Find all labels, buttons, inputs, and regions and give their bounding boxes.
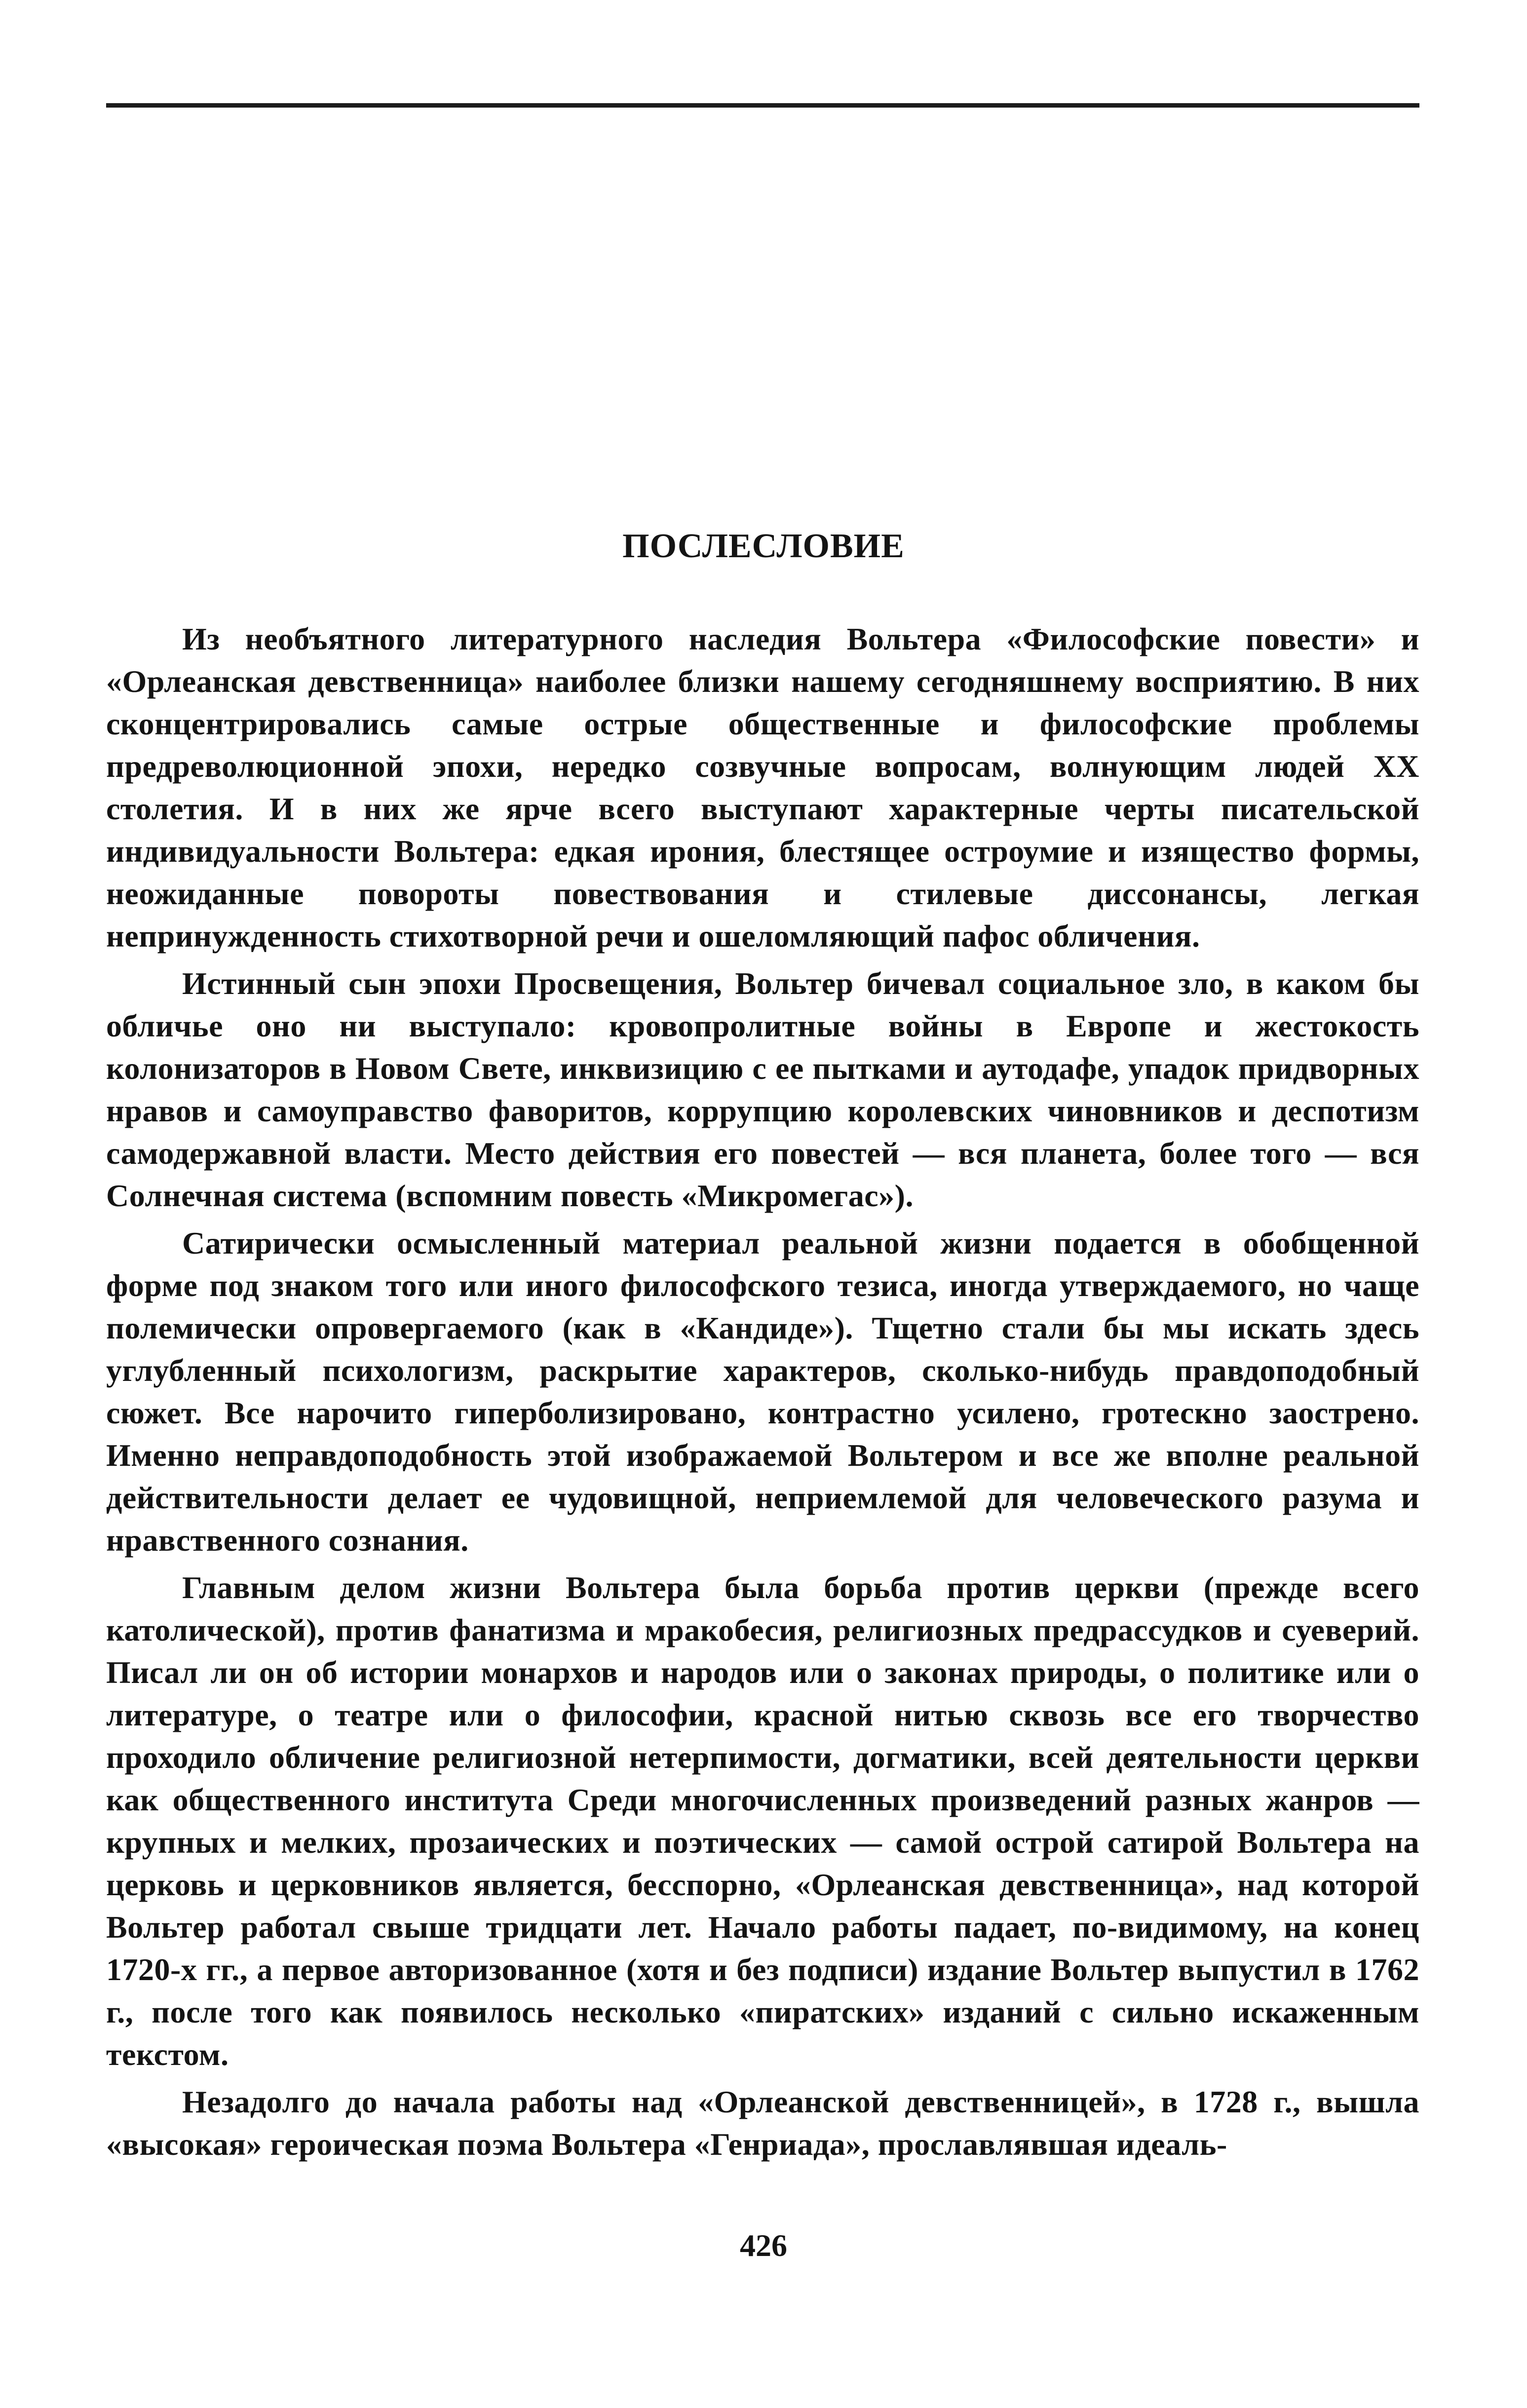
body-text [106,618,1419,2171]
paragraph-3: Сатирически осмысленный материал реальной жизни подается в обобщенной форме под знаком того или иного философского тезиса, иногда утверждаемого, но чаще полемически опровергаемого (как в «Кандиде»). Тщетно стали бы мы искать здесь углубленный психологизм, раскрытие характеров, сколько-нибудь правдоподобный сюжет. Все нарочито гиперболизировано, контрастно усилено, гротескно заострено. Именно неправдоподобность этой изображаемой Вольтером и все же вполне реальной действительности делает ее чудовищной, неприемлемой для человеческого разума и нравственного сознания. [106,1225,1419,1558]
paragraph-1: Из необъятного литературного наследия Вольтера «Философские повести» и «Орлеанская девственница» наиболее близки нашему сегодняшнему восприятию. В них сконцентрировались самые острые общественные и философские проблемы предреволюционной эпохи, нередко созвучные вопросам, волнующим людей XX столетия. И в них же ярче всего выступают характерные черты писательской индивидуальности Вольтера: едкая ирония, блестящее остроумие и изящество формы, неожиданные повороты повествования и стилевые диссонансы, легкая непринужденность стихотворной речи и ошеломляющий пафос обличения. [106,621,1419,954]
paragraph-4: Главным делом жизни Вольтера была борьба против церкви (прежде всего католической), против фанатизма и мракобесия, религиозных предрассудков и суеверий. Писал ли он об истории монархов и народов или о законах природы, о политике или о литературе, о театре или о философии, красной нитью сквозь все его творчество проходило обличение религиозной нетерпимости, догматики, всей деятельности церкви как общественного института Среди многочисленных произведений разных жанров — крупных и мелких, прозаических и поэтических — самой острой сатирой Вольтера на церковь и церковников является, бесспорно, «Орлеанская девственница», над которой Вольтер работал свыше тридцати лет. Начало работы падает, по-видимому, на конец 1720-х гг., а первое авторизованное (хотя и без подписи) издание Вольтер выпустил в 1762 г., после того как появилось несколько «пиратских» изданий с сильно искаженным текстом. [106,1570,1419,2072]
page-title: ПОСЛЕСЛОВИЕ [622,527,905,565]
page-number: 426 [740,2228,787,2263]
paragraph-2: Истинный сын эпохи Просвещения, Вольтер бичевал социальное зло, в каком бы обличье оно ни выступало: кровопролитные войны в Европе и жестокость колонизаторов в Новом Свете, инквизицию с ее пытками и аутодафе, упадок придворных нравов и самоуправство фаворитов, коррупцию королевских чиновников и деспотизм самодержавной власти. Место действия его повестей — вся планета, более того — вся Солнечная система (вспомним повесть «Микромегас»). [106,966,1419,1213]
paragraph-5: Незадолго до начала работы над «Орлеанской девственницей», в 1728 г., вышла «высокая» героическая поэма Вольтера «Генриада», прославлявшая идеаль- [106,2084,1419,2162]
top-rule [106,103,1419,108]
